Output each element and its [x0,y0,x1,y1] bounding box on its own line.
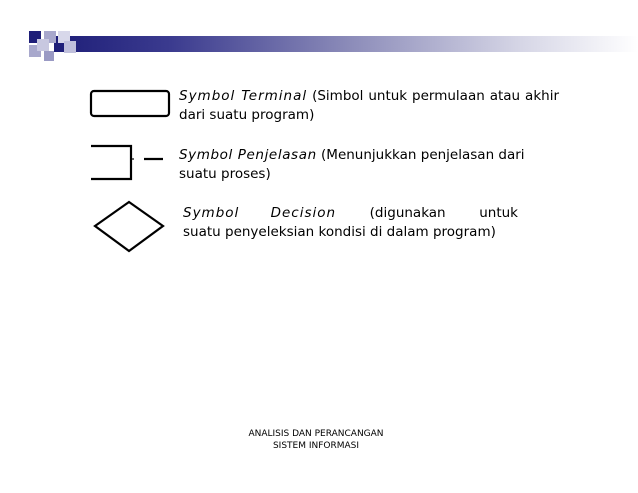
header-gradient-bar [54,36,638,52]
symbol-description: (Menunjukkan penjelasan dari suatu proses) [179,147,525,182]
decision-symbol-icon [92,200,166,254]
annotation-symbol-icon [90,144,166,182]
header-square [64,41,76,53]
symbol-name: Symbol Terminal [179,88,308,104]
symbol-description-end: untuk [479,205,518,221]
header-square [44,51,54,61]
terminal-description [179,87,559,125]
symbol-description-line2: suatu penyeleksian kondisi di dalam program) [183,224,496,240]
annotation-description [179,146,559,184]
decision-description [183,204,518,242]
symbol-description: (Simbol untuk permulaan atau akhir dari suatu program) [179,88,559,123]
symbol-name: Symbol Penjelasan [179,147,317,163]
footer [200,428,432,452]
footer-line1: ANALISIS DAN PERANCANGAN [248,429,384,439]
header-square [37,39,49,51]
symbol-name: Symbol Decision [183,205,337,221]
symbol-description-start: (digunakan [369,205,446,221]
footer-line2: SISTEM INFORMASI [272,441,360,451]
terminal-symbol-icon [90,90,170,118]
